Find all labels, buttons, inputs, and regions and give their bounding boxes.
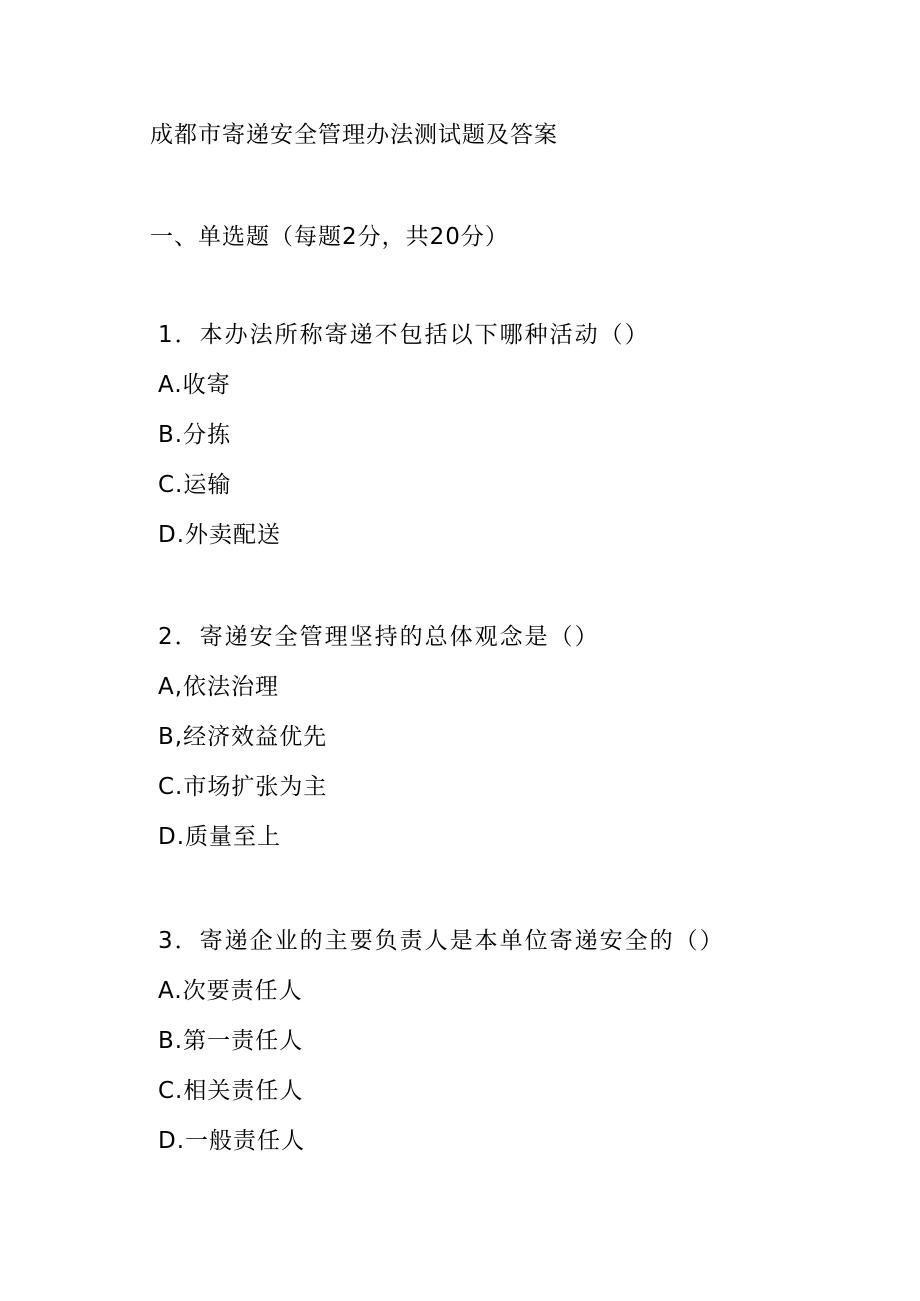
option-list: [158, 672, 858, 852]
option-b: B.第一责任人: [158, 1028, 304, 1054]
question-3: [158, 926, 858, 1156]
option-b: B.分拣: [158, 422, 232, 448]
option-d: D.一般责任人: [158, 1128, 306, 1154]
option-c: C.市场扩张为主: [158, 774, 328, 800]
section-heading: 一、单选题（每题2分，共20分）: [150, 224, 509, 250]
option-a: A.收寄: [158, 372, 231, 398]
question-2: [158, 622, 858, 852]
option-d: D.质量至上: [158, 824, 282, 850]
option-d: D.外卖配送: [158, 522, 282, 548]
option-a: A.次要责任人: [158, 978, 303, 1004]
option-c: C.运输: [158, 472, 232, 498]
document-title: 成都市寄递安全管理办法测试题及答案: [150, 122, 558, 148]
question-1: [158, 320, 858, 550]
option-a: A,依法治理: [158, 674, 280, 700]
question-stem: 3．寄递企业的主要负责人是本单位寄递安全的（）: [158, 928, 725, 954]
question-stem: 1．本办法所称寄递不包括以下哪种活动（）: [158, 322, 650, 348]
question-stem: 2．寄递安全管理坚持的总体观念是（）: [158, 624, 600, 650]
option-b: B,经济效益优先: [158, 724, 328, 750]
option-list: [158, 976, 858, 1156]
option-c: C.相关责任人: [158, 1078, 304, 1104]
option-list: [158, 370, 858, 550]
